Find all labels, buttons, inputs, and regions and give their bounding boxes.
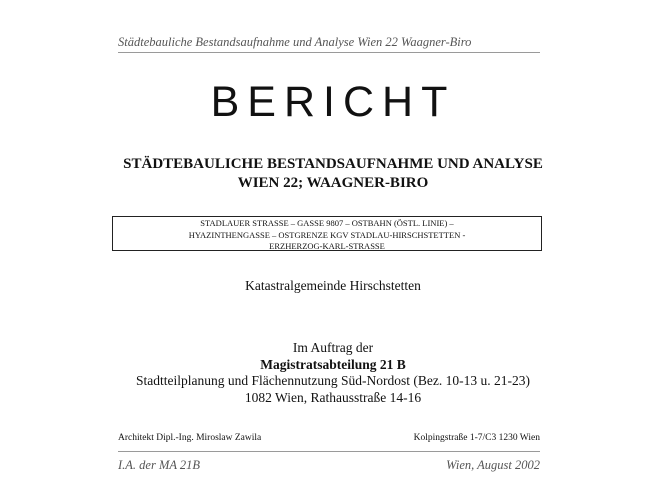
header-divider: [118, 52, 540, 53]
report-title: BERICHT: [210, 78, 456, 126]
area-description-box: [112, 216, 542, 251]
on-behalf-note: I.A. der MA 21B: [118, 458, 201, 472]
architect-address: Kolpingstraße 1-7/C3 1230 Wien: [413, 433, 540, 443]
area-line: HYAZINTHENGASSE – OSTGRENZE KGV STADLAU-HIRSCHSTETTEN -: [188, 229, 466, 240]
area-line: STADLAUER STRASSE – GASSE 9807 – OSTBAHN (ÖSTL. LINIE) –: [200, 218, 454, 228]
place-date: Wien, August 2002: [446, 458, 540, 472]
footer-divider: [118, 451, 540, 452]
cadastral-community: Katastralgemeinde Hirschstetten: [245, 278, 421, 293]
commission-intro: Im Auftrag der: [292, 340, 374, 355]
subtitle-line: WIEN 22; WAAGNER-BIRO: [237, 175, 429, 191]
architect-name: Architekt Dipl.-Ing. Miroslaw Zawila: [118, 433, 262, 443]
subtitle-line: STÄDTEBAULICHE BESTANDSAUFNAHME UND ANALYSE: [123, 156, 543, 172]
commission-division: Stadtteilplanung und Flächennutzung Süd-Nordost (Bez. 10-13 u. 21-23): [135, 373, 531, 388]
report-subtitle: [0, 155, 666, 193]
commission-block: [0, 340, 666, 406]
running-header: Städtebauliche Bestandsaufnahme und Analyse Wien 22 Waagner-Biro: [118, 35, 472, 49]
commission-address: 1082 Wien, Rathausstraße 14-16: [244, 389, 422, 405]
commission-department: Magistratsabteilung 21 B: [260, 356, 406, 372]
area-line: ERZHERZOG-KARL-STRASSE: [269, 241, 385, 251]
